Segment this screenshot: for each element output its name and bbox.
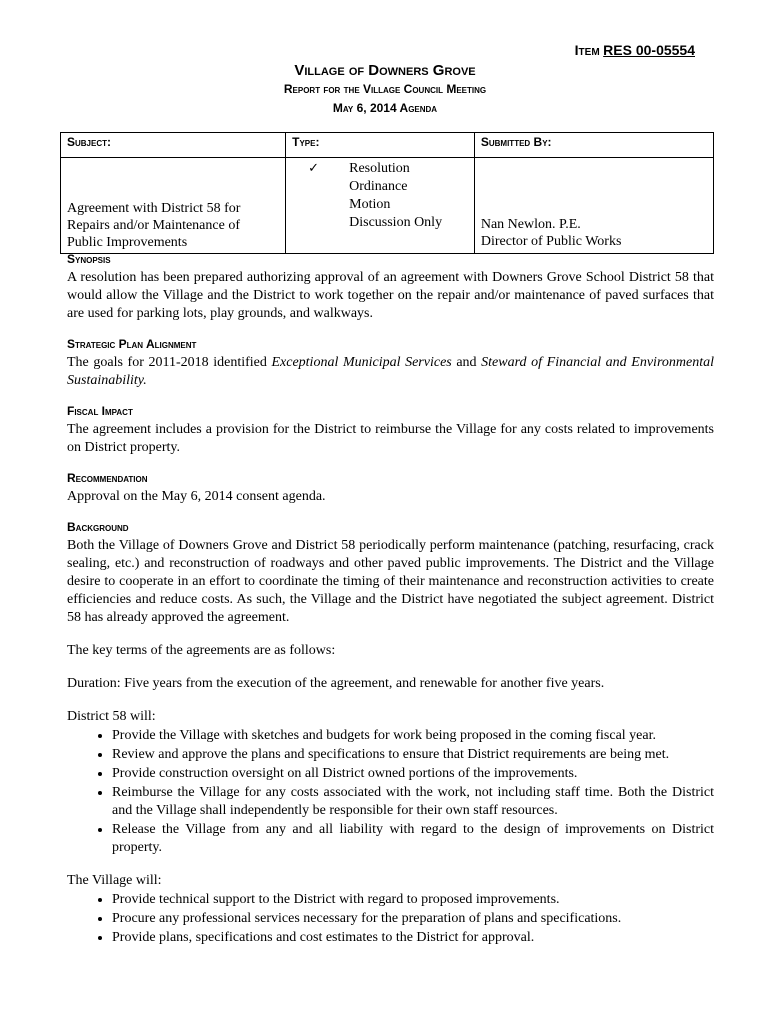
list-item: • Review and approve the plans and specifications to ensure that District requirements are being met.	[112, 745, 714, 764]
submitter-name: Nan Newlon. P.E.	[480, 217, 581, 232]
report-title: Report for the Village Council Meeting	[283, 82, 487, 96]
item-number-value: RES 00-05554	[603, 42, 695, 58]
item-prefix: Item	[574, 42, 600, 58]
background-paragraph: Both the Village of Downers Grove and District 58 periodically perform maintenance (patching, resurfacing, crack sealing, etc.) and reconstruction of roadways and other paved public improvements. The District and the Village desire to cooperate in an effort to coordinate the timing of their maintenance and reconstruction activities to create efficiencies and reduce costs. As such, the Village and the District have negotiated the subject agreement. District 58 has already approved the agreement.	[67, 538, 714, 625]
list-item: • Release the Village from any and all liability with regard to the design of improvements on District property.	[112, 820, 714, 857]
fiscal-text: The agreement includes a provision for the District to reimburse the Village for any costs related to improvements on District property.	[67, 422, 714, 455]
type-cell	[286, 158, 475, 254]
recommendation-heading: Recommendation	[67, 471, 148, 485]
subject-line: Repairs and/or Maintenance of	[67, 218, 240, 233]
checkmark-icon: ✓	[308, 161, 320, 176]
submitted-cell	[474, 158, 713, 254]
village-intro: The Village will:	[67, 873, 162, 888]
strategic-goal-1: Exceptional Municipal Services	[271, 355, 452, 370]
type-option: Discussion Only	[349, 215, 443, 230]
subject-line: Public Improvements	[67, 235, 188, 250]
district-intro: District 58 will:	[67, 709, 156, 724]
report-body	[67, 250, 714, 947]
subject-cell	[61, 158, 286, 254]
type-option: Ordinance	[349, 179, 408, 194]
subject-line: Agreement with District 58 for	[67, 201, 241, 216]
item-number	[575, 42, 695, 60]
village-list	[67, 890, 714, 947]
list-item: • Procure any professional services necessary for the preparation of plans and specifications.	[112, 909, 714, 928]
list-item: • Provide construction oversight on all District owned portions of the improvements.	[112, 764, 714, 783]
list-item: • Reimburse the Village for any costs associated with the work, not including staff time. Both the District and the Village shall independently be responsible for their own staff resources.	[112, 783, 714, 820]
type-label: Type:	[286, 133, 475, 158]
type-option: Resolution	[349, 161, 410, 176]
recommendation-text: Approval on the May 6, 2014 consent agenda.	[67, 489, 326, 504]
duration-text: Duration: Five years from the execution of the agreement, and renewable for another five years.	[67, 676, 605, 691]
list-item: • Provide technical support to the District with regard to proposed improvements.	[112, 890, 714, 909]
key-terms-intro: The key terms of the agreements are as follows:	[67, 643, 336, 658]
subject-label: Subject:	[61, 133, 286, 158]
strategic-text-b: and	[451, 355, 482, 370]
fiscal-heading: Fiscal Impact	[67, 404, 133, 418]
strategic-goal-2: Steward of Financial and Environmental Sustainability.	[67, 355, 714, 388]
synopsis-text: A resolution has been prepared authorizing approval of an agreement with Downers Grove School District 58 that would allow the Village and the District to work together on the repair and/or maintenance of paved surfaces that are used for parking lots, play grounds, and walkways.	[67, 270, 714, 321]
submitter-title: Director of Public Works	[480, 234, 622, 249]
strategic-text	[67, 354, 714, 390]
type-option: Motion	[349, 197, 391, 212]
submitted-label: Submitted By:	[474, 133, 713, 158]
summary-table	[60, 132, 714, 254]
synopsis-heading: Synopsis	[67, 252, 111, 266]
org-title: Village of Downers Grove	[294, 62, 476, 79]
background-heading: Background	[67, 520, 129, 534]
district-list	[67, 726, 714, 857]
agenda-date: May 6, 2014 Agenda	[332, 101, 438, 115]
list-item: • Provide the Village with sketches and budgets for work being proposed in the coming fiscal year.	[112, 726, 714, 745]
strategic-heading: Strategic Plan Alignment	[67, 337, 197, 351]
list-item: • Provide plans, specifications and cost estimates to the District for approval.	[112, 928, 714, 947]
strategic-text-a: The goals for 2011-2018 identified	[67, 355, 272, 370]
